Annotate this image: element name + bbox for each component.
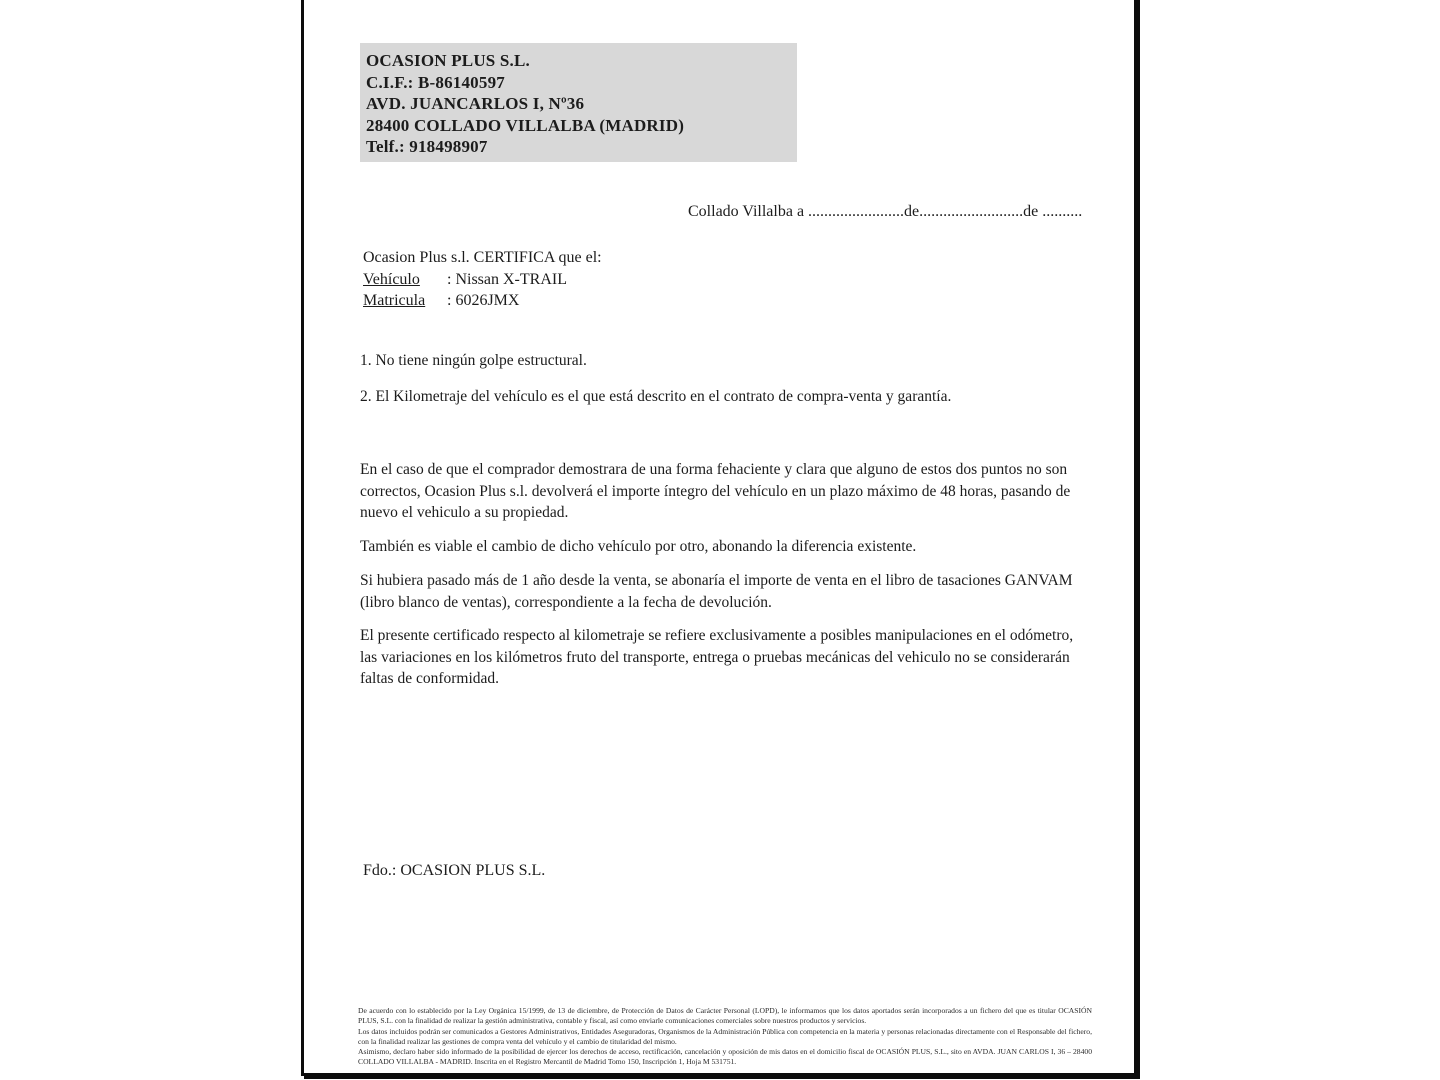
plate-row: [363, 290, 602, 312]
vehicle-label: Vehículo: [363, 270, 420, 288]
plate-value: : 6026JMX: [447, 292, 520, 309]
vehicle-row: [363, 269, 602, 291]
company-cif: C.I.F.: B-86140597: [366, 72, 505, 92]
legal-paragraph-3: Asimismo, declaro haber sido informado de la posibilidad de ejercer los derechos de acceso, rectificación, cancelación y oposición de mis datos en el domicilio fiscal de OCASIÓN PLUS, S.L., sito en AVDA. JUAN CARLOS I, 36 – 28400 COLLADO VILLALBA - MADRID. Inscrita en el Registro Mercantil de Madrid Tomo 150, Inscripción 1, Hoja M 531751.: [358, 1047, 1092, 1067]
legal-paragraph-2: Los datos incluidos podrán ser comunicados a Gestores Administrativos, Entidades Aseguradoras, Organismos de la Administración Pública con competencia en la materia y personas relacionadas directamente con el Responsable del fichero, con la finalidad realizar las gestiones de compra venta del vehículo y el cambio de titularidad del mismo.: [358, 1026, 1092, 1046]
body-paragraph-3: Si hubiera pasado más de 1 año desde la venta, se abonaría el importe de venta en el libro de tasaciones GANVAM (libro blanco de ventas), correspondiente a la fecha de devolución.: [360, 572, 1073, 611]
certify-intro: Ocasion Plus s.l. CERTIFICA que el:: [363, 249, 602, 266]
body-paragraph-1: En el caso de que el comprador demostrara de una forma fehaciente y clara que alguno de estos dos puntos no son correctos, Ocasion Plus s.l. devolverá el importe íntegro del vehículo en un plazo máximo de 48 horas, pasando de nuevo el vehiculo a su propiedad.: [360, 461, 1071, 521]
company-name: OCASION PLUS S.L.: [366, 51, 530, 70]
company-city: 28400 COLLADO VILLALBA (MADRID): [366, 115, 685, 135]
date-line: Collado Villalba a ........................de..........................de ..........: [688, 203, 1083, 220]
signature-line: Fdo.: OCASION PLUS S.L.: [363, 862, 546, 879]
plate-label: Matricula: [363, 292, 426, 309]
legal-paragraph-1: De acuerdo con lo establecido por la Ley Orgánica 15/1999, de 13 de diciembre, de Protección de Datos de Carácter Personal (LOPD), le informamos que los datos aportados serán incorporados a un fichero del que es titular OCASIÓN PLUS, S.L. con la finalidad de realizar la gestión administrativa, contable y fiscal, así como enviarle comunicaciones comerciales sobre nuestros productos y servicios.: [358, 1006, 1092, 1026]
condition-point-1: 1. No tiene ningún golpe estructural.: [360, 352, 587, 369]
body-paragraph-4: El presente certificado respecto al kilometraje se refiere exclusivamente a posibles manipulaciones en el odómetro, las variaciones en los kilómetros fruto del transporte, entrega o pruebas mecánicas del vehiculo no se considerarán faltas de conformidad.: [360, 627, 1074, 687]
company-header-box: [360, 43, 797, 162]
legal-fine-print: [358, 1006, 1092, 1068]
vehicle-value: : Nissan X-TRAIL: [447, 270, 567, 288]
condition-point-2: 2. El Kilometraje del vehículo es el que está descrito en el contrato de compra-venta y garantía.: [360, 388, 952, 405]
certification-block: [363, 247, 602, 312]
company-phone: Telf.: 918498907: [366, 137, 488, 156]
body-paragraph-2: También es viable el cambio de dicho vehículo por otro, abonando la diferencia existente.: [360, 538, 917, 555]
company-address: AVD. JUANCARLOS I, Nº36: [366, 94, 585, 113]
